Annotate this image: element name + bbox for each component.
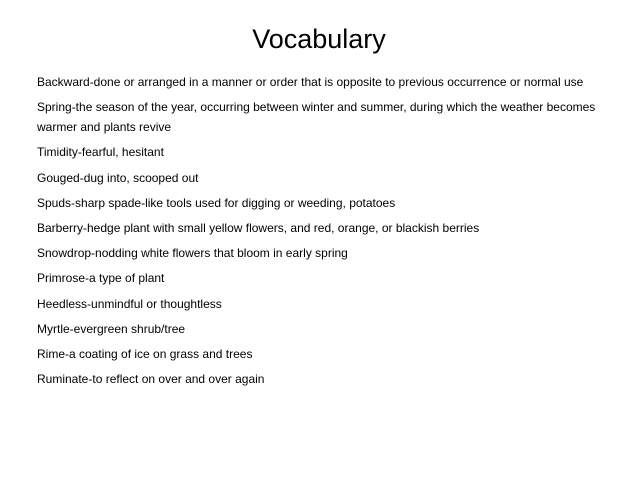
vocab-item-ruminate: Ruminate-to reflect on over and over again bbox=[37, 372, 265, 387]
vocabulary-list bbox=[37, 72, 607, 394]
vocab-item-myrtle: Myrtle-evergreen shrub/tree bbox=[37, 321, 186, 336]
vocab-item-barberry: Barberry-hedge plant with small yellow flowers, and red, orange, or blackish berries bbox=[37, 220, 480, 235]
vocab-item-timidity: Timidity-fearful, hesitant bbox=[37, 145, 164, 160]
vocab-item-snowdrop: Snowdrop-nodding white flowers that bloom in early spring bbox=[37, 246, 348, 261]
vocab-item-spring: Spring-the season of the year, occurring between winter and summer, during which the weather becomes warmer and plants revive bbox=[37, 100, 596, 135]
vocab-item-primrose: Primrose-a type of plant bbox=[37, 271, 165, 286]
vocab-item-backward: Backward-done or arranged in a manner or order that is opposite to previous occurrence or normal use bbox=[37, 75, 584, 89]
vocab-item-heedless: Heedless-unmindful or thoughtless bbox=[37, 296, 222, 311]
vocab-item-rime: Rime-a coating of ice on grass and trees bbox=[37, 346, 253, 361]
vocab-item-spuds: Spuds-sharp spade-like tools used for digging or weeding, potatoes bbox=[37, 195, 396, 210]
slide-title: Vocabulary bbox=[252, 24, 386, 54]
vocab-item-gouged: Gouged-dug into, scooped out bbox=[37, 170, 199, 185]
